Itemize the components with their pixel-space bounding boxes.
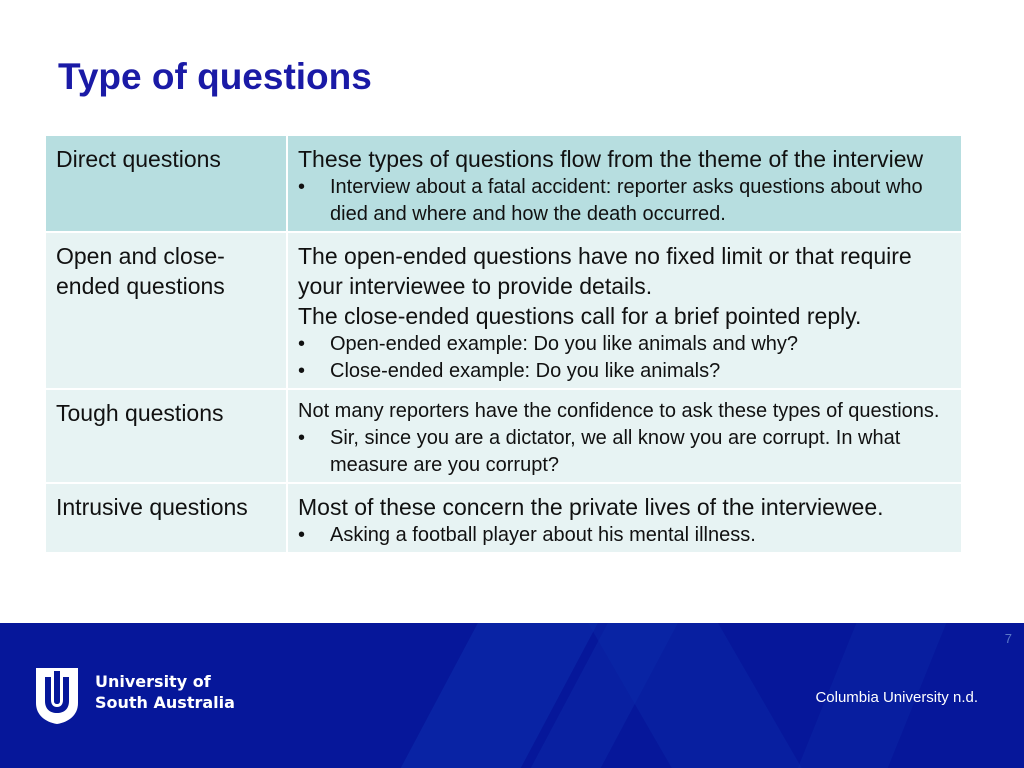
row-content [288,390,961,484]
bullet-list [298,425,951,479]
table-row [46,136,961,233]
table-row [46,233,961,390]
row-description: Not many reporters have the confidence to ask these types of questions. [298,400,940,422]
row-label: Open and close-ended questions [46,233,288,390]
row-content [288,484,961,554]
row-description: The close-ended questions call for a brief pointed reply. [298,303,862,329]
row-label: Tough questions [46,390,288,484]
citation: Columbia University n.d. [815,689,978,706]
bullet-item: • Sir, since you are a dictator, we all know you are corrupt. In what measure are you corrupt? [298,425,951,479]
row-content [288,233,961,390]
bullet-item: • Close-ended example: Do you like animals? [298,358,951,385]
university-name-line: University of [95,672,211,691]
row-content [288,136,961,233]
row-description: These types of questions flow from the theme of the interview [298,146,924,172]
table-row [46,484,961,554]
bullet-item: • Asking a football player about his mental illness. [298,522,951,549]
university-name-line: South Australia [95,693,235,712]
question-types-table [46,136,961,554]
page-number: 7 [1004,631,1012,646]
table-row [46,390,961,484]
bullet-list [298,331,951,385]
university-name [95,671,235,713]
row-description: The open-ended questions have no fixed limit or that require your interviewee to provide details. [298,243,912,299]
bullet-list [298,522,951,549]
bullet-item: • Interview about a fatal accident: reporter asks questions about who died and where and how the death occurred. [298,174,951,228]
unisa-shield-logo-icon [35,667,79,725]
row-label: Intrusive questions [46,484,288,554]
footer-band [0,623,1024,768]
bullet-item: • Open-ended example: Do you like animals and why? [298,331,951,358]
row-label: Direct questions [46,136,288,233]
row-description: Most of these concern the private lives of the interviewee. [298,494,884,520]
bullet-list [298,174,951,228]
slide-title: Type of questions [58,56,372,97]
